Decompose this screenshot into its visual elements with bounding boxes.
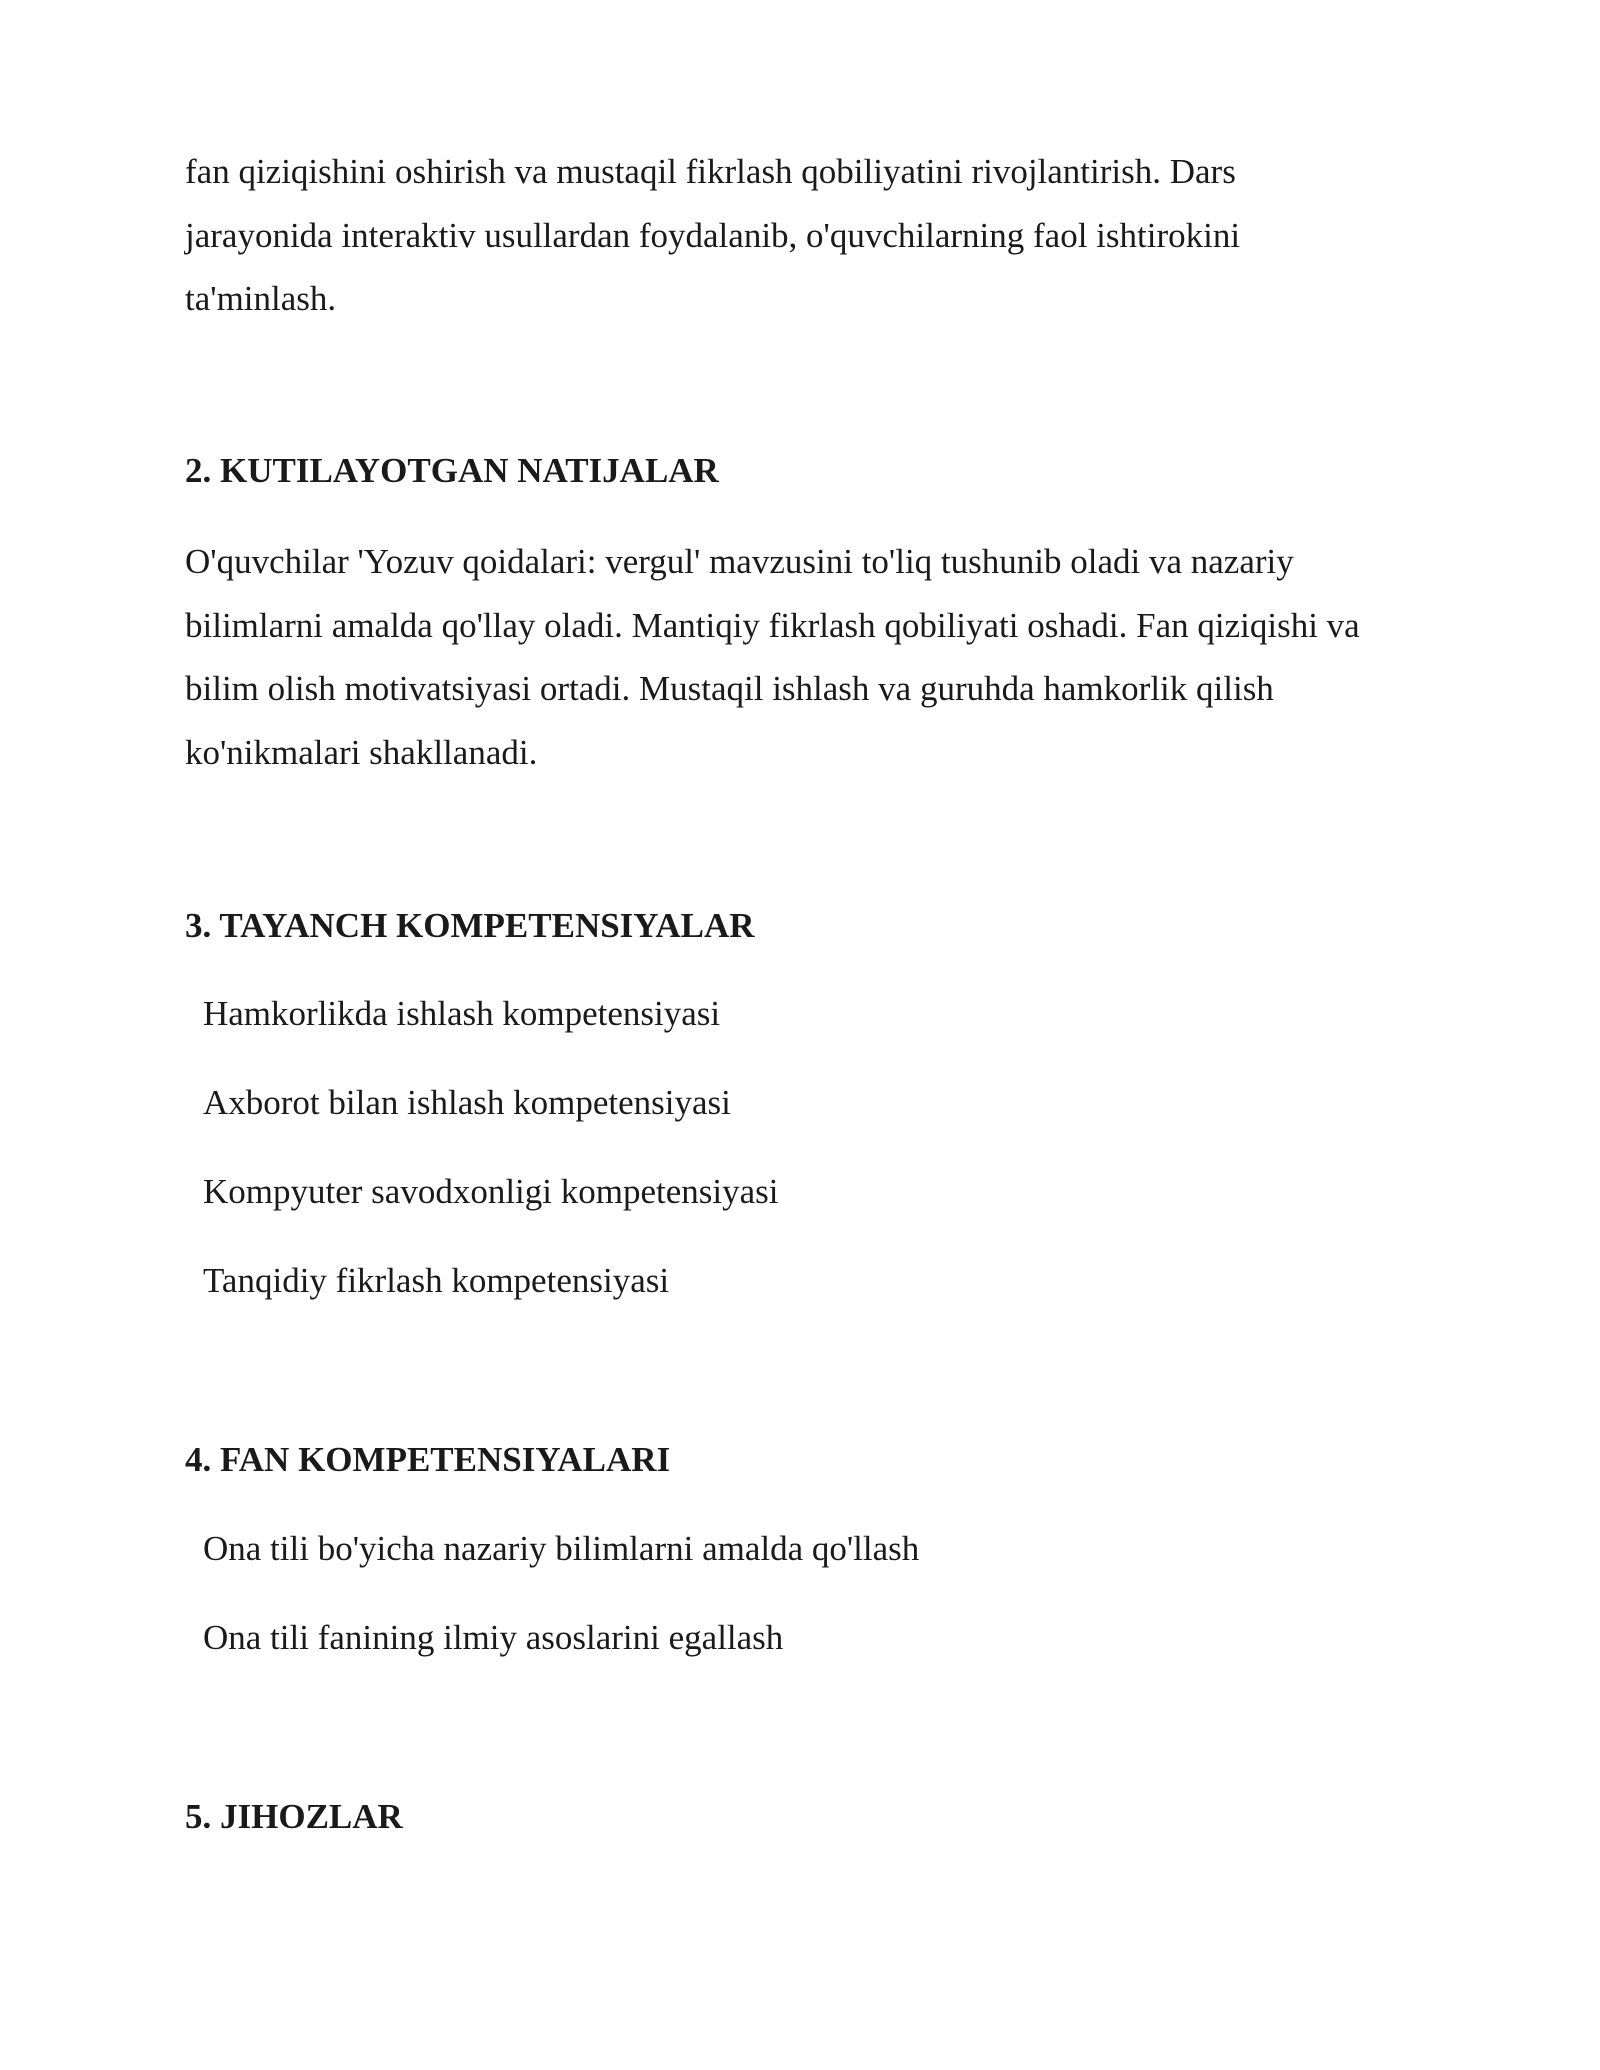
intro-line: jarayonida interaktiv usullardan foydalanib, o'quvchilarning faol ishtirokini <box>185 215 1241 255</box>
natijalar-paragraph <box>185 530 1435 784</box>
list-item: Ona tili fanining ilmiy asoslarini egallash <box>203 1618 784 1657</box>
section-heading-fan: 4. FAN KOMPETENSIYALARI <box>185 1440 671 1479</box>
list-item: Ona tili bo'yicha nazariy bilimlarni amalda qo'llash <box>203 1529 920 1568</box>
section-heading-natijalar: 2. KUTILAYOTGAN NATIJALAR <box>185 451 719 490</box>
list-item: Tanqidiy fikrlash kompetensiyasi <box>203 1261 670 1300</box>
intro-line: fan qiziqishini oshirish va mustaqil fikrlash qobiliyatini rivojlantirish. Dars <box>185 152 1236 191</box>
list-item: Axborot bilan ishlash kompetensiyasi <box>203 1083 731 1122</box>
section-heading-jihozlar: 5. JIHOZLAR <box>185 1797 403 1836</box>
list-item: Kompyuter savodxonligi kompetensiyasi <box>203 1172 779 1211</box>
intro-paragraph <box>185 140 1435 331</box>
section-heading-tayanch: 3. TAYANCH KOMPETENSIYALAR <box>185 906 755 945</box>
natijalar-line: O'quvchilar 'Yozuv qoidalari: vergul' mavzusini to'liq tushunib oladi va nazariy <box>185 542 1294 581</box>
intro-line: ta'minlash. <box>185 279 337 318</box>
list-item: Hamkorlikda ishlash kompetensiyasi <box>203 994 721 1033</box>
natijalar-line: bilimlarni amalda qo'llay oladi. Mantiqiy fikrlash qobiliyati oshadi. Fan qiziqishi va <box>185 605 1360 645</box>
natijalar-line: ko'nikmalari shakllanadi. <box>185 732 538 772</box>
natijalar-line: bilim olish motivatsiyasi ortadi. Mustaqil ishlash va guruhda hamkorlik qilish <box>185 669 1274 708</box>
